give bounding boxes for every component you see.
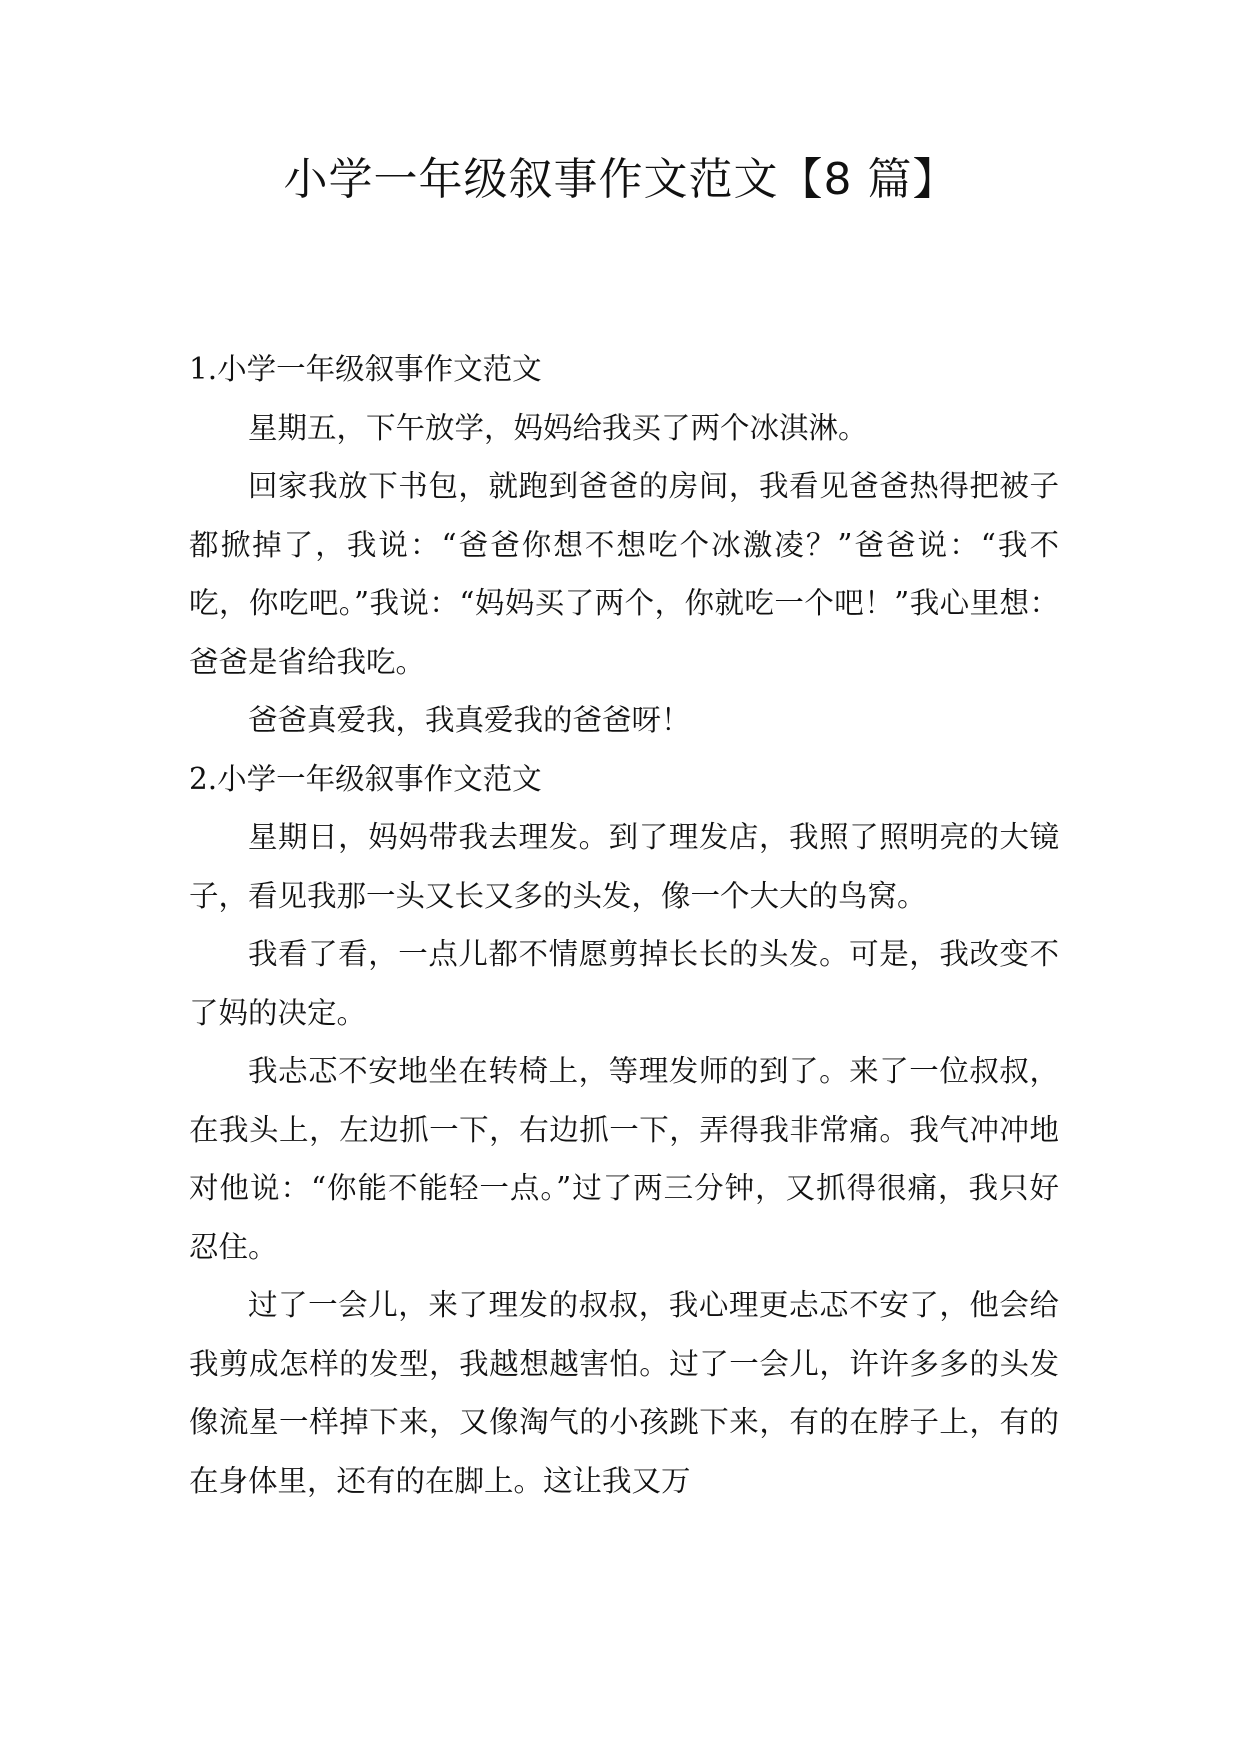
- section-heading: 2.小学一年级叙事作文范文: [189, 761, 542, 796]
- paragraph: 我忐忑不安地坐在转椅上，等理发师的到了。来了一位叔叔，在我头上，左边抓一下，右边抓一下，弄得我非常痛。我气冲冲地对他说：“你能不能轻一点。”过了两三分钟，又抓得很痛，我只好忍住。: [189, 1054, 1059, 1264]
- paragraph: 星期五，下午放学，妈妈给我买了两个冰淇淋。: [248, 410, 868, 445]
- document-body: [189, 340, 1059, 1510]
- paragraph: 回家我放下书包，就跑到爸爸的房间，我看见爸爸热得把被子都掀掉了，我说：“爸爸你想不想吃个冰激凌？”爸爸说：“我不吃，你吃吧。”我说：“妈妈买了两个，你就吃一个吧！”我心里想：爸爸是省给我吃。: [189, 469, 1059, 679]
- document-title: 小学一年级叙事作文范文【8 篇】: [283, 154, 958, 205]
- paragraph: 过了一会儿，来了理发的叔叔，我心理更忐忑不安了，他会给我剪成怎样的发型，我越想越害怕。过了一会儿，许许多多的头发像流星一样掉下来，又像淘气的小孩跳下来，有的在脖子上，有的在身体里，还有的在脚上。这让我又万: [189, 1288, 1059, 1498]
- paragraph: 星期日，妈妈带我去理发。到了理发店，我照了照明亮的大镜子，看见我那一头又长又多的头发，像一个大大的鸟窝。: [189, 820, 1059, 913]
- paragraph: 爸爸真爱我，我真爱我的爸爸呀！: [248, 703, 691, 737]
- paragraph: 我看了看，一点儿都不情愿剪掉长长的头发。可是，我改变不了妈的决定。: [189, 937, 1059, 1030]
- section-2: [189, 750, 1059, 1511]
- section-1: [189, 340, 1059, 750]
- section-heading: 1.小学一年级叙事作文范文: [189, 352, 542, 386]
